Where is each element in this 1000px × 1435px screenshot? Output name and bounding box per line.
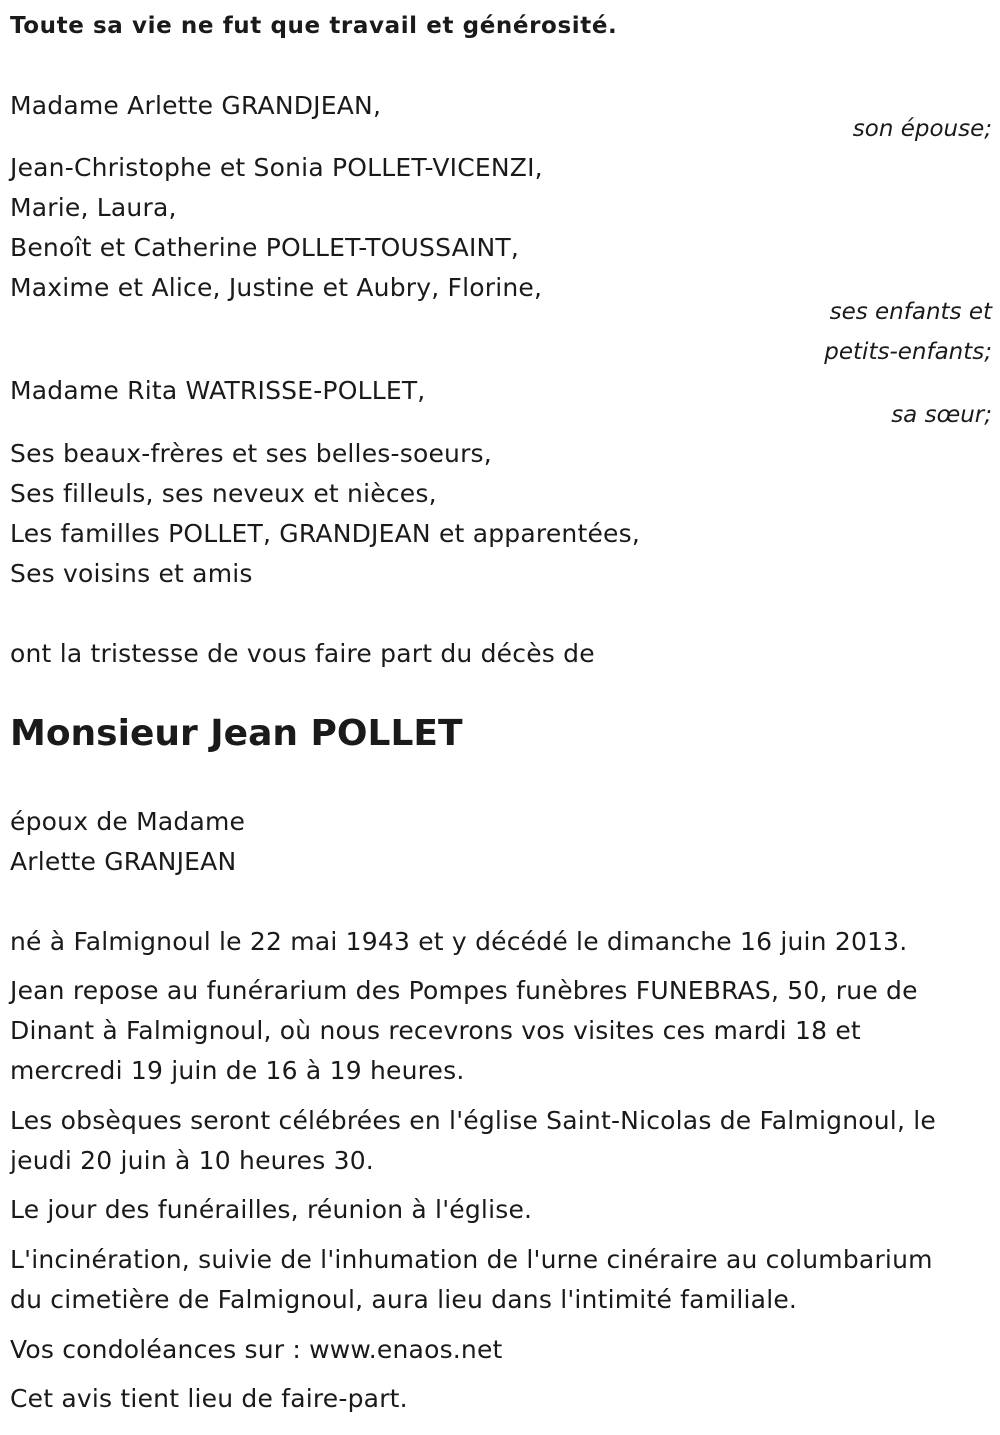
announcement: ont la tristesse de vous faire part du décès de — [10, 639, 595, 668]
visitation-line-1: Jean repose au funérarium des Pompes funèbres FUNEBRAS, 50, rue de — [10, 976, 918, 1005]
obituary-notice — [10, 0, 992, 1435]
motto: Toute sa vie ne fut que travail et générosité. — [10, 13, 618, 39]
sister-relation: sa sœur; — [891, 402, 992, 428]
cremation-line-1: L'incinération, suivie de l'inhumation de l'urne cinéraire au columbarium — [10, 1245, 933, 1274]
condolences: Vos condoléances sur : www.enaos.net — [10, 1335, 503, 1364]
meeting: Le jour des funérailles, réunion à l'église. — [10, 1195, 533, 1224]
sister-line: Madame Rita WATRISSE-POLLET, — [10, 376, 426, 405]
children-relation-2: petits-enfants; — [824, 339, 992, 365]
children-line-4: Maxime et Alice, Justine et Aubry, Florine, — [10, 273, 543, 302]
children-line-3: Benoît et Catherine POLLET-TOUSSAINT, — [10, 233, 520, 262]
spouse-of-line-2: Arlette GRANJEAN — [10, 847, 237, 876]
visitation-line-3: mercredi 19 juin de 16 à 19 heures. — [10, 1056, 465, 1085]
others-line-4: Ses voisins et amis — [10, 559, 253, 588]
cremation-line-2: du cimetière de Falmignoul, aura lieu dans l'intimité familiale. — [10, 1285, 798, 1314]
children-relation-1: ses enfants et — [829, 299, 992, 325]
funeral-line-2: jeudi 20 juin à 10 heures 30. — [10, 1146, 374, 1175]
funeral-line-1: Les obsèques seront célébrées en l'église Saint-Nicolas de Falmignoul, le — [10, 1106, 936, 1135]
birth-death: né à Falmignoul le 22 mai 1943 et y décédé le dimanche 16 juin 2013. — [10, 927, 908, 956]
others-line-3: Les familles POLLET, GRANDJEAN et apparentées, — [10, 519, 640, 548]
spouse-relation: son épouse; — [852, 116, 992, 142]
children-line-2: Marie, Laura, — [10, 193, 177, 222]
spouse-of-line-1: époux de Madame — [10, 807, 246, 836]
others-line-1: Ses beaux-frères et ses belles-soeurs, — [10, 439, 492, 468]
visitation-line-2: Dinant à Falmignoul, où nous recevrons vos visites ces mardi 18 et — [10, 1016, 861, 1045]
spouse-line: Madame Arlette GRANDJEAN, — [10, 91, 382, 120]
others-line-2: Ses filleuls, ses neveux et nièces, — [10, 479, 437, 508]
deceased-name: Monsieur Jean POLLET — [10, 713, 463, 754]
notice: Cet avis tient lieu de faire-part. — [10, 1384, 408, 1413]
children-line-1: Jean-Christophe et Sonia POLLET-VICENZI, — [10, 153, 543, 182]
